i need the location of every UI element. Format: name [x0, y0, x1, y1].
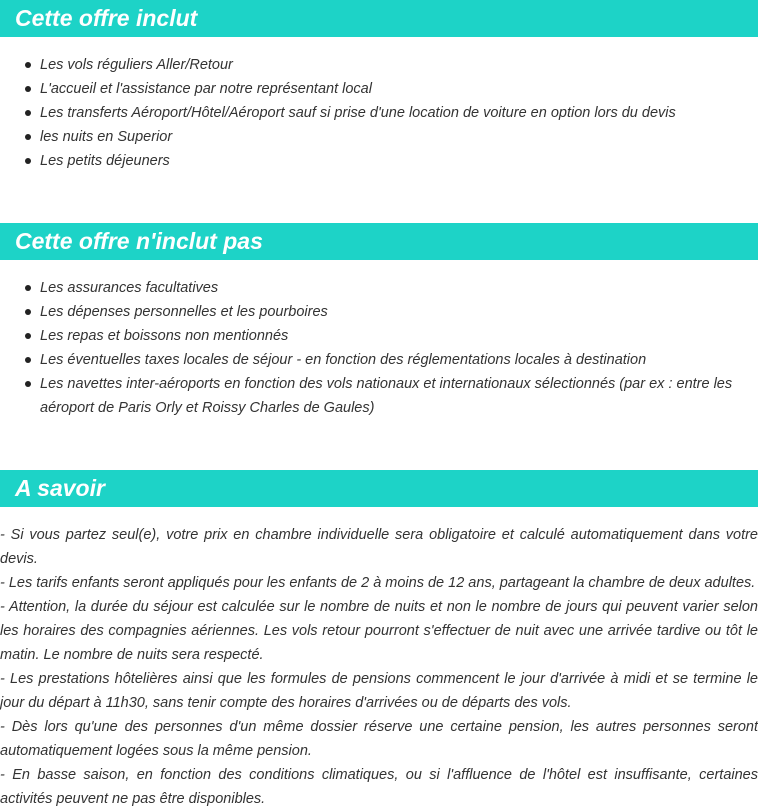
savoir-content [0, 523, 758, 811]
savoir-title: A savoir [15, 475, 105, 501]
list-item: Les transferts Aéroport/Hôtel/Aéroport sauf si prise d'une location de voiture en option lors du devis [40, 101, 758, 125]
list-item: Les navettes inter-aéroports en fonction des vols nationaux et internationaux sélectionnés (par ex : entre les aéroport de Paris Orly et Roissy Charles de Gaules) [40, 372, 758, 420]
list-item: les nuits en Superior [40, 125, 758, 149]
savoir-paragraph: - Attention, la durée du séjour est calculée sur le nombre de nuits et non le nombre de jours qui peuvent varier selon les horaires des compagnies aériennes. Les vols retour pourront s'effectuer de nuit avec une arrivée tardive ou tôt le matin. Le nombre de nuits sera respecté. [0, 599, 758, 663]
list-item: Les repas et boissons non mentionnés [40, 324, 758, 348]
savoir-paragraph: - Si vous partez seul(e), votre prix en chambre individuelle sera obligatoire et calculé automatiquement dans votre devis. [0, 527, 758, 567]
list-item: Les dépenses personnelles et les pourboires [40, 300, 758, 324]
list-item: L'accueil et l'assistance par notre représentant local [40, 77, 758, 101]
included-header [0, 0, 758, 37]
list-item: Les assurances facultatives [40, 276, 758, 300]
list-item: Les vols réguliers Aller/Retour [40, 53, 758, 77]
savoir-header [0, 470, 758, 507]
not-included-title: Cette offre n'inclut pas [15, 228, 263, 254]
savoir-paragraph: - En basse saison, en fonction des conditions climatiques, ou si l'affluence de l'hôtel est insuffisante, certaines activités peuvent ne pas être disponibles. [0, 767, 758, 807]
not-included-list [0, 276, 758, 420]
savoir-paragraph: - Les prestations hôtelières ainsi que les formules de pensions commencent le jour d'arrivée à midi et se termine le jour du départ à 11h30, sans tenir compte des horaires d'arrivées ou de départs des vols. [0, 671, 758, 711]
not-included-header [0, 223, 758, 260]
included-list [0, 53, 758, 173]
savoir-paragraph: - Les tarifs enfants seront appliqués pour les enfants de 2 à moins de 12 ans, partageant la chambre de deux adultes. [0, 575, 756, 591]
included-title: Cette offre inclut [15, 5, 198, 31]
savoir-paragraph: - Dès lors qu'une des personnes d'un même dossier réserve une certaine pension, les autres personnes seront automatiquement logées sous la même pension. [0, 719, 758, 759]
list-item: Les éventuelles taxes locales de séjour - en fonction des réglementations locales à destination [40, 348, 758, 372]
list-item: Les petits déjeuners [40, 149, 758, 173]
